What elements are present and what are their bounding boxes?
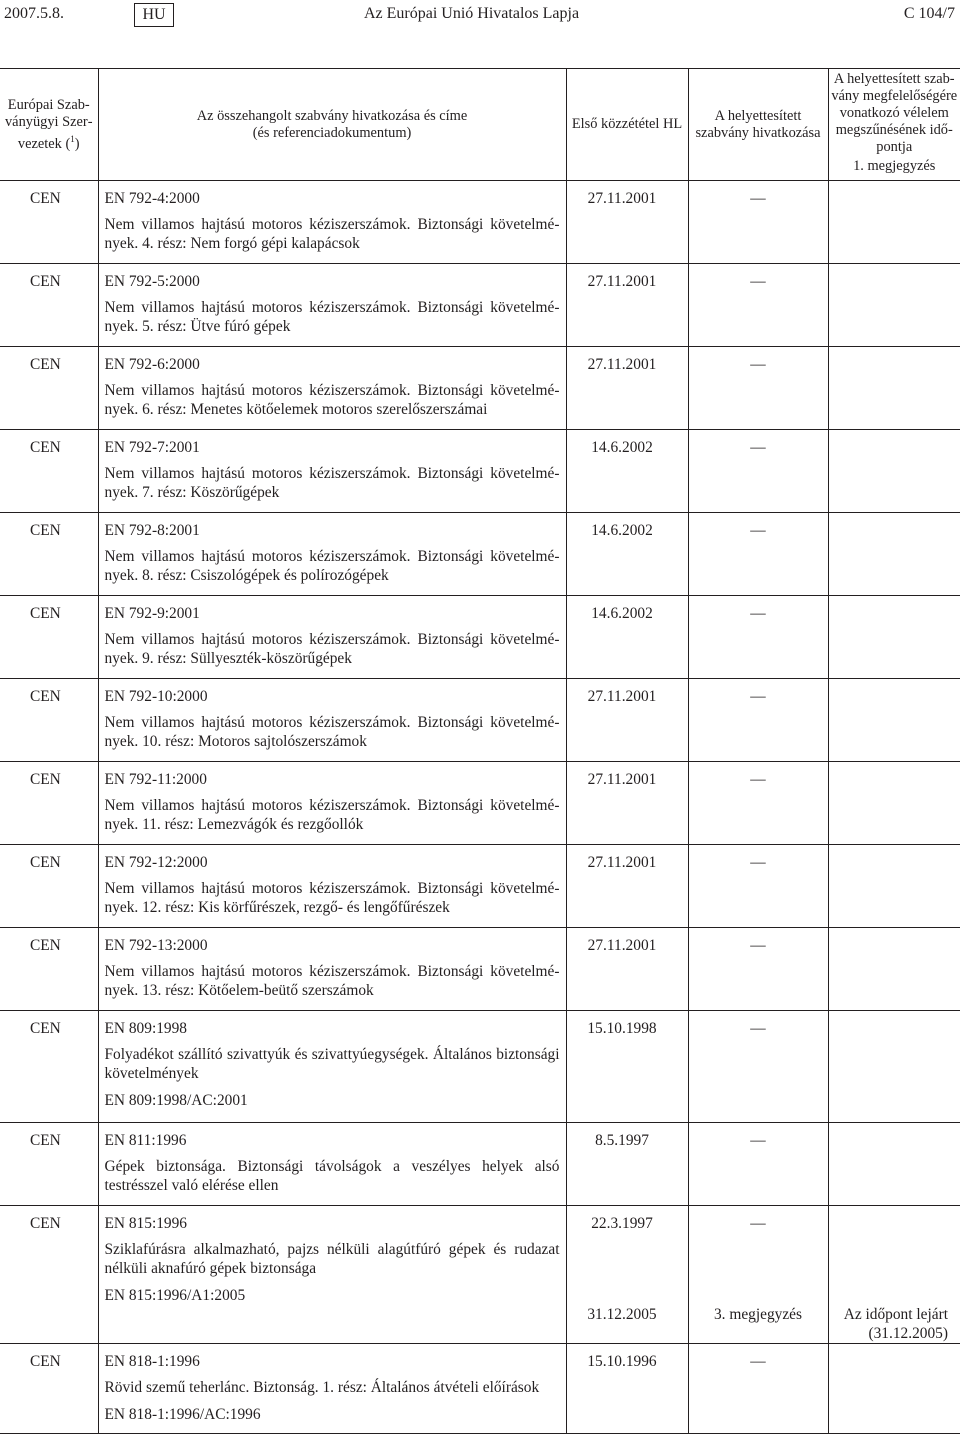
superseded-cell bbox=[688, 596, 828, 679]
table-row bbox=[0, 347, 960, 430]
first-publication-cell bbox=[566, 1206, 688, 1344]
first-publication-cell bbox=[566, 264, 688, 347]
table-header-row bbox=[0, 69, 960, 181]
org-cell bbox=[0, 181, 98, 264]
cessation-cell bbox=[828, 181, 960, 264]
cessation-cell bbox=[828, 1344, 960, 1434]
org-name: CEN bbox=[30, 1132, 61, 1149]
org-cell bbox=[0, 1206, 98, 1344]
org-cell bbox=[0, 1011, 98, 1123]
publication-date: 27.11.2001 bbox=[587, 273, 657, 290]
first-publication-cell bbox=[566, 513, 688, 596]
standard-title: Nem villamos hajtású motoros kéziszerszámok. Biztonsági követelmények. 8. rész: Csiszológépek és polírozógépek bbox=[104, 548, 560, 584]
page-header bbox=[0, 0, 960, 34]
cessation-cell bbox=[828, 596, 960, 679]
journal-title: Az Európai Unió Hivatalos Lapja bbox=[364, 5, 580, 22]
superseded-cell bbox=[688, 1011, 828, 1123]
org-name: CEN bbox=[30, 937, 61, 954]
reference-cell bbox=[98, 1123, 566, 1206]
table-row bbox=[0, 264, 960, 347]
table-row bbox=[0, 181, 960, 264]
reference-cell bbox=[98, 596, 566, 679]
first-publication-cell bbox=[566, 845, 688, 928]
table-row bbox=[0, 1011, 960, 1123]
reference-cell bbox=[98, 347, 566, 430]
publication-date: 27.11.2001 bbox=[587, 688, 657, 705]
reference-cell bbox=[98, 181, 566, 264]
superseded-standard: — bbox=[750, 1020, 766, 1037]
table-row bbox=[0, 845, 960, 928]
standard-number: EN 792-10:2000 bbox=[104, 688, 208, 705]
superseded-cell bbox=[688, 347, 828, 430]
publication-date: 15.10.1996 bbox=[587, 1353, 657, 1370]
table-row bbox=[0, 762, 960, 845]
cessation-cell bbox=[828, 347, 960, 430]
org-name: CEN bbox=[30, 1020, 61, 1037]
org-cell bbox=[0, 928, 98, 1011]
superseded-cell bbox=[688, 181, 828, 264]
superseded-standard: — bbox=[750, 1215, 766, 1232]
table-row bbox=[0, 1123, 960, 1206]
org-name: CEN bbox=[30, 771, 61, 788]
reference-cell bbox=[98, 264, 566, 347]
publication-date: 22.3.1997 bbox=[591, 1215, 653, 1232]
reference-cell bbox=[98, 1206, 566, 1344]
table-row bbox=[0, 513, 960, 596]
superseded-standard: — bbox=[750, 854, 766, 871]
first-publication-cell bbox=[566, 181, 688, 264]
standard-title: Nem villamos hajtású motoros kéziszerszámok. Biztonsági követelmények. 6. rész: Menetes kötőelemek motoros szerelőszerszámai bbox=[104, 382, 560, 418]
org-cell bbox=[0, 762, 98, 845]
publication-date: 27.11.2001 bbox=[587, 854, 657, 871]
publication-date: 27.11.2001 bbox=[587, 190, 657, 207]
col-header-superseded: A helyettesített szabvány hivatkozása bbox=[688, 69, 828, 181]
reference-cell bbox=[98, 928, 566, 1011]
first-publication-cell bbox=[566, 430, 688, 513]
standard-number: EN 818-1:1996 bbox=[104, 1353, 200, 1370]
org-name: CEN bbox=[30, 688, 61, 705]
standard-number: EN 792-11:2000 bbox=[104, 771, 207, 788]
standard-number: EN 792-4:2000 bbox=[104, 190, 200, 207]
superseded-cell bbox=[688, 513, 828, 596]
standards-table bbox=[0, 68, 960, 1434]
superseded-standard: — bbox=[750, 605, 766, 622]
table-row bbox=[0, 679, 960, 762]
standard-title: Nem villamos hajtású motoros kéziszerszámok. Biztonsági követelmények. 5. rész: Ütve fúró gépek bbox=[104, 299, 560, 335]
first-publication-cell bbox=[566, 1123, 688, 1206]
superseded-standard: — bbox=[750, 688, 766, 705]
reference-cell bbox=[98, 1344, 566, 1434]
publication-date: 2007.5.8. bbox=[4, 5, 64, 22]
superseded-standard: — bbox=[750, 439, 766, 456]
reference-cell bbox=[98, 1011, 566, 1123]
amendment-reference: EN 815:1996/A1:2005 bbox=[104, 1287, 246, 1304]
reference-cell bbox=[98, 679, 566, 762]
publication-date: 15.10.1998 bbox=[587, 1020, 657, 1037]
col-header-cessation: A helyettesített szabvány megfelelőségére vonatkozó vélelem megszűnésének időpontja 1. megjegyzés bbox=[828, 69, 960, 181]
first-publication-cell bbox=[566, 679, 688, 762]
first-publication-cell bbox=[566, 347, 688, 430]
superseded-standard: — bbox=[750, 273, 766, 290]
standard-number: EN 792-13:2000 bbox=[104, 937, 208, 954]
first-publication-cell bbox=[566, 1344, 688, 1434]
col-header-first-publication: Első közzététel HL bbox=[566, 69, 688, 181]
superseded-cell bbox=[688, 928, 828, 1011]
org-cell bbox=[0, 1344, 98, 1434]
publication-date: 14.6.2002 bbox=[591, 522, 653, 539]
amendment-cessation-date: Az időpont lejárt (31.12.2005) bbox=[843, 1306, 948, 1342]
standard-number: EN 792-6:2000 bbox=[104, 356, 200, 373]
org-cell bbox=[0, 513, 98, 596]
table-row bbox=[0, 1206, 960, 1344]
superseded-cell bbox=[688, 845, 828, 928]
standard-title: Nem villamos hajtású motoros kéziszerszámok. Biztonsági követelmények. 4. rész: Nem forgó gépi kalapácsok bbox=[104, 216, 560, 252]
amendment-reference: EN 809:1998/AC:2001 bbox=[104, 1092, 248, 1109]
reference-cell bbox=[98, 762, 566, 845]
org-name: CEN bbox=[30, 854, 61, 871]
org-name: CEN bbox=[30, 190, 61, 207]
superseded-cell bbox=[688, 1206, 828, 1344]
standard-title: Nem villamos hajtású motoros kéziszerszámok. Biztonsági követelmények. 10. rész: Motoros sajtolószerszámok bbox=[104, 714, 560, 750]
org-name: CEN bbox=[30, 1353, 61, 1370]
cessation-cell bbox=[828, 679, 960, 762]
publication-date: 27.11.2001 bbox=[587, 356, 657, 373]
publication-date: 27.11.2001 bbox=[587, 937, 657, 954]
superseded-standard: — bbox=[750, 937, 766, 954]
reference-cell bbox=[98, 845, 566, 928]
org-cell bbox=[0, 679, 98, 762]
first-publication-cell bbox=[566, 596, 688, 679]
standard-number: EN 811:1996 bbox=[104, 1132, 187, 1149]
table-row bbox=[0, 430, 960, 513]
org-name: CEN bbox=[30, 522, 61, 539]
publication-date: 14.6.2002 bbox=[591, 605, 653, 622]
cessation-cell bbox=[828, 1123, 960, 1206]
superseded-standard: — bbox=[750, 190, 766, 207]
standard-number: EN 792-9:2001 bbox=[104, 605, 200, 622]
superseded-standard: — bbox=[750, 356, 766, 373]
org-cell bbox=[0, 596, 98, 679]
table-row bbox=[0, 1344, 960, 1434]
amendment-superseded-note: 3. megjegyzés bbox=[713, 1306, 803, 1323]
org-name: CEN bbox=[30, 1215, 61, 1232]
cessation-cell bbox=[828, 928, 960, 1011]
col-header-reference: Az összehangolt szabvány hivatkozása és címe (és referenciadokumentum) bbox=[98, 69, 566, 181]
reference-cell bbox=[98, 430, 566, 513]
org-name: CEN bbox=[30, 356, 61, 373]
superseded-standard: — bbox=[750, 522, 766, 539]
standard-title: Gépek biztonsága. Biztonsági távolságok a veszélyes helyek alsó testrésszel való elérése ellen bbox=[104, 1158, 560, 1194]
cessation-cell bbox=[828, 264, 960, 347]
standard-title: Folyadékot szállító szivattyúk és szivattyúegységek. Általános biztonsági követelmények bbox=[104, 1046, 560, 1082]
reference-cell bbox=[98, 513, 566, 596]
superseded-cell bbox=[688, 679, 828, 762]
standard-title: Nem villamos hajtású motoros kéziszerszámok. Biztonsági követelmények. 9. rész: Süllyeszték-köszörűgépek bbox=[104, 631, 560, 667]
org-cell bbox=[0, 264, 98, 347]
superseded-cell bbox=[688, 1344, 828, 1434]
standard-number: EN 792-7:2001 bbox=[104, 439, 200, 456]
standard-number: EN 792-12:2000 bbox=[104, 854, 208, 871]
standard-title: Nem villamos hajtású motoros kéziszerszámok. Biztonsági követelmények. 13. rész: Kötőelem-beütő szerszámok bbox=[104, 963, 560, 999]
superseded-standard: — bbox=[750, 1353, 766, 1370]
amendment-reference: EN 818-1:1996/AC:1996 bbox=[104, 1406, 261, 1423]
col-header-org: Európai Szabványügyi Szervezetek ($^1$) bbox=[0, 69, 98, 181]
table-row bbox=[0, 596, 960, 679]
superseded-cell bbox=[688, 264, 828, 347]
standard-title: Nem villamos hajtású motoros kéziszerszámok. Biztonsági követelmények. 11. rész: Lemezvágók és rezgőollók bbox=[104, 797, 560, 833]
cessation-cell bbox=[828, 845, 960, 928]
standard-title: Sziklafúrásra alkalmazható, pajzs nélküli alagútfúró gépek és rudazat nélküli aknafúró gépek biztonsága bbox=[104, 1241, 560, 1277]
superseded-standard: — bbox=[750, 1132, 766, 1149]
org-name: CEN bbox=[30, 273, 61, 290]
superseded-cell bbox=[688, 430, 828, 513]
first-publication-cell bbox=[566, 928, 688, 1011]
standard-number: EN 815:1996 bbox=[104, 1215, 188, 1232]
cessation-cell bbox=[828, 513, 960, 596]
page-reference: C 104/7 bbox=[903, 5, 955, 22]
standard-title: Nem villamos hajtású motoros kéziszerszámok. Biztonsági követelmények. 12. rész: Kis körfűrészek, rezgő- és lengőfűrészek bbox=[104, 880, 560, 916]
standard-number: EN 809:1998 bbox=[104, 1020, 188, 1037]
standard-number: EN 792-8:2001 bbox=[104, 522, 200, 539]
org-cell bbox=[0, 430, 98, 513]
cessation-cell bbox=[828, 1206, 960, 1344]
publication-date: 8.5.1997 bbox=[595, 1132, 649, 1149]
superseded-cell bbox=[688, 1123, 828, 1206]
org-name: CEN bbox=[30, 605, 61, 622]
standard-title: Nem villamos hajtású motoros kéziszerszámok. Biztonsági követelmények. 7. rész: Köszörűgépek bbox=[104, 465, 560, 501]
cessation-cell bbox=[828, 762, 960, 845]
org-cell bbox=[0, 347, 98, 430]
amendment-publication-date: 31.12.2005 bbox=[587, 1306, 657, 1323]
superseded-cell bbox=[688, 762, 828, 845]
cessation-cell bbox=[828, 1011, 960, 1123]
standard-title: Rövid szemű teherlánc. Biztonság. 1. rész: Általános átvételi előírások bbox=[104, 1379, 540, 1396]
org-name: CEN bbox=[30, 439, 61, 456]
table-row bbox=[0, 928, 960, 1011]
first-publication-cell bbox=[566, 1011, 688, 1123]
first-publication-cell bbox=[566, 762, 688, 845]
org-cell bbox=[0, 845, 98, 928]
language-code-box: HU bbox=[134, 3, 174, 27]
publication-date: 27.11.2001 bbox=[587, 771, 657, 788]
cessation-cell bbox=[828, 430, 960, 513]
superseded-standard: — bbox=[750, 771, 766, 788]
org-cell bbox=[0, 1123, 98, 1206]
standard-number: EN 792-5:2000 bbox=[104, 273, 200, 290]
publication-date: 14.6.2002 bbox=[591, 439, 653, 456]
